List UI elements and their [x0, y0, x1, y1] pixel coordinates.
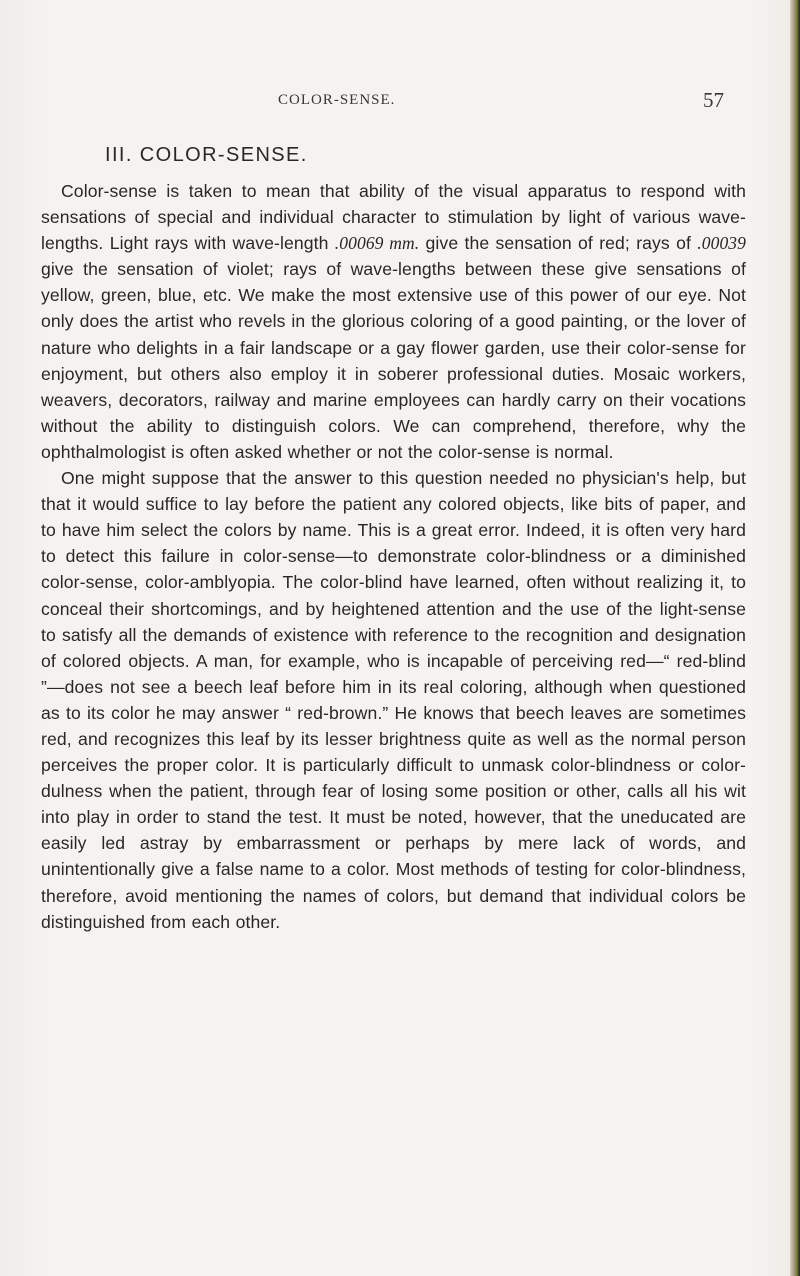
running-head: [0, 88, 800, 116]
page-edge-shadow: [790, 0, 800, 1276]
running-title: COLOR-SENSE.: [278, 92, 396, 108]
text-segment: give the sensation of red; rays of: [419, 233, 698, 254]
paragraph: [41, 465, 746, 935]
chapter-title: III. COLOR-SENSE.: [105, 144, 308, 166]
text-segment: One might suppose that the answer to this question needed no physician's help, but that it would suffice to lay before the patient any colored objects, like bits of paper, and to have him select the colors by name. This is a great error. Indeed, it is often very hard to detect this failure in color-sense—to demonstrate color-blindness or a diminished color-sense, color-amblyopia. The color-blind have learned, often without realizing it, to conceal their shortcomings, and by heightened attention and the use of the light-sense to satisfy all the demands of existence with reference to the recognition and designation of colored objects. A man, for example, who is incapable of perceiving red—“ red-blind ”—does not see a beech leaf before him in its real coloring, although when questioned as to its color he may answer “ red-brown.” He knows that beech leaves are sometimes red, and recognizes this leaf by its lesser brightness quite as well as the normal person perceives the proper color. It is particularly difficult to unmask color-blindness or color-dulness when the patient, through fear of losing some position or other, calls all his wit into play in order to stand the test. It must be noted, however, that the uneducated are easily led astray by embarrassment or perhaps by mere lack of words, and unintentionally give a false name to a color. Most methods of testing for color-blindness, therefore, avoid mentioning the names of colors, but demand that individual colors be distinguished from each other.: [41, 468, 746, 932]
wavelength-violet: .00039: [697, 233, 747, 254]
wavelength-red: .00069 mm.: [334, 233, 420, 254]
paragraph: [41, 178, 746, 465]
page-number: 57: [703, 88, 724, 112]
page-content: [41, 140, 746, 935]
text-segment: Color-sense is taken to mean that ability of the visual apparatus to respond with sensations of special and individual character to stimulation by light of various wave-lengths. Light rays with wave-length: [41, 181, 746, 254]
text-segment: give the sensation of violet; rays of wave-lengths between these give sensations of yellow, green, blue, etc. We make the most extensive use of this power of our eye. Not only does the artist who revels in the glorious coloring of a good painting, or the lover of nature who delights in a fair landscape or a gay flower garden, use their color-sense for enjoyment, but others also employ it in soberer professional duties. Mosaic workers, weavers, decorators, railway and marine employees can hardly carry on their vocations without the ability to distinguish colors. We can comprehend, therefore, why the ophthalmologist is often asked whether or not the color-sense is normal.: [41, 259, 746, 462]
